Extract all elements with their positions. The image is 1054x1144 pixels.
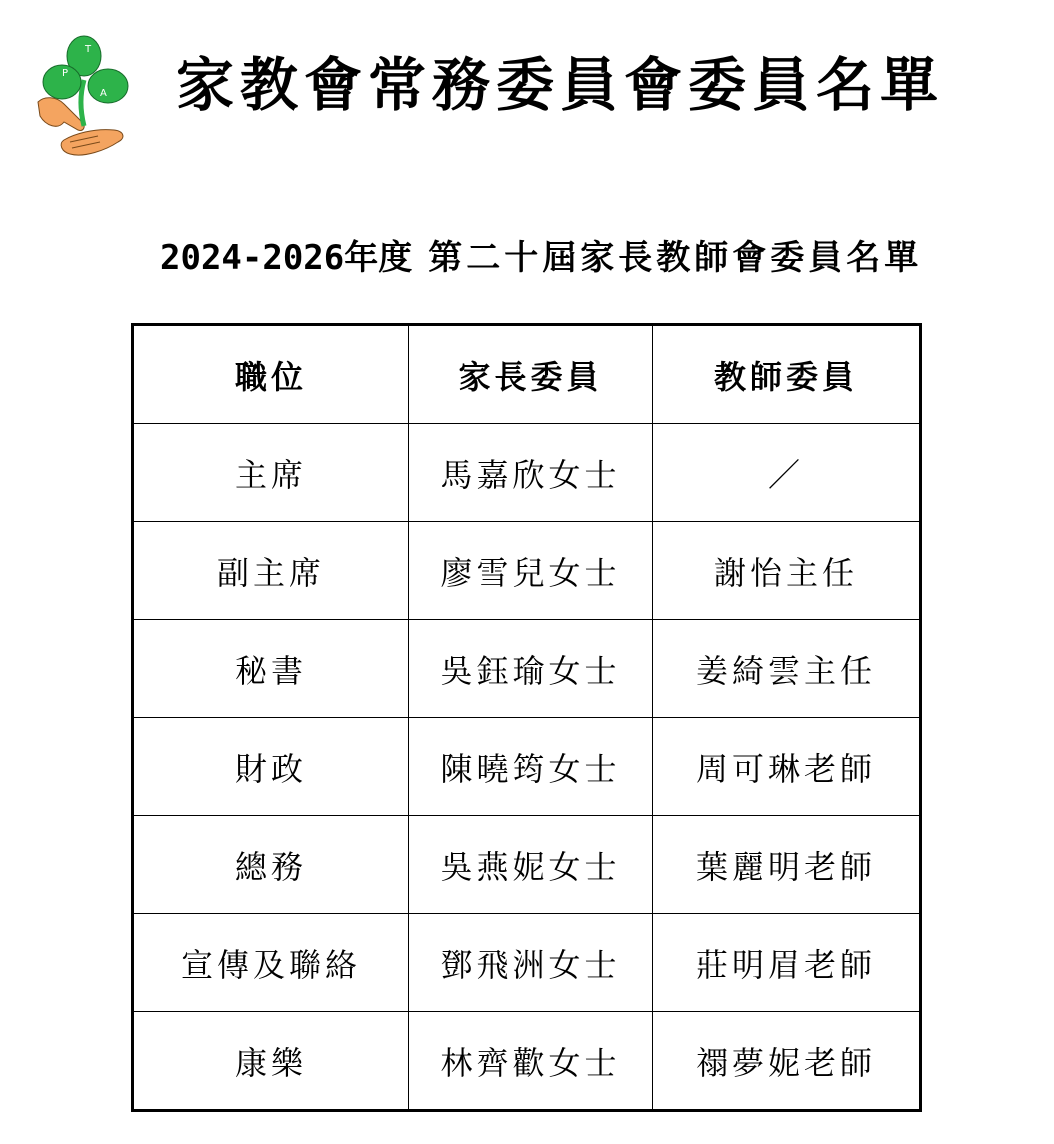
cell-parent-member: 鄧飛洲女士 xyxy=(409,914,653,1012)
cell-parent-member: 林齊歡女士 xyxy=(409,1012,653,1111)
table-row xyxy=(133,522,921,620)
cell-teacher-member: 禤夢妮老師 xyxy=(653,1012,921,1111)
logo-letter-a: A xyxy=(100,88,107,99)
column-header-teacher-member: 教師委員 xyxy=(653,325,921,424)
table-row xyxy=(133,1012,921,1111)
cell-teacher-member: 葉麗明老師 xyxy=(653,816,921,914)
table-header-row xyxy=(133,325,921,424)
cell-parent-member: 馬嘉欣女士 xyxy=(409,424,653,522)
subtitle-year-range: 2024-2026年度 xyxy=(160,238,413,278)
subtitle-term: 第二十屆家長教師會委員名單 xyxy=(428,238,923,278)
cell-teacher-member: 周可琳老師 xyxy=(653,718,921,816)
cell-position: 財政 xyxy=(133,718,409,816)
cell-position: 總務 xyxy=(133,816,409,914)
cell-teacher-member: 莊明眉老師 xyxy=(653,914,921,1012)
table-row xyxy=(133,816,921,914)
cell-teacher-member: 姜綺雲主任 xyxy=(653,620,921,718)
subtitle xyxy=(160,236,922,280)
column-header-position: 職位 xyxy=(133,325,409,424)
table-row xyxy=(133,424,921,522)
table-row xyxy=(133,914,921,1012)
page-title: 家教會常務委員會委員名單 xyxy=(176,51,945,119)
pta-logo xyxy=(34,30,134,165)
table-row xyxy=(133,620,921,718)
cell-teacher-member: ／ xyxy=(653,424,921,522)
table-row xyxy=(133,718,921,816)
logo-letter-p: P xyxy=(62,68,69,79)
clover-hands-logo-icon xyxy=(34,30,134,165)
committee-table xyxy=(131,323,922,1112)
cell-position: 宣傳及聯絡 xyxy=(133,914,409,1012)
logo-letter-t: T xyxy=(85,44,92,55)
cell-teacher-member: 謝怡主任 xyxy=(653,522,921,620)
cell-position: 主席 xyxy=(133,424,409,522)
cell-position: 秘書 xyxy=(133,620,409,718)
cell-parent-member: 吳鈺瑜女士 xyxy=(409,620,653,718)
cell-parent-member: 廖雪兒女士 xyxy=(409,522,653,620)
column-header-parent-member: 家長委員 xyxy=(409,325,653,424)
cell-position: 康樂 xyxy=(133,1012,409,1111)
cell-parent-member: 陳曉筠女士 xyxy=(409,718,653,816)
cell-position: 副主席 xyxy=(133,522,409,620)
cell-parent-member: 吳燕妮女士 xyxy=(409,816,653,914)
